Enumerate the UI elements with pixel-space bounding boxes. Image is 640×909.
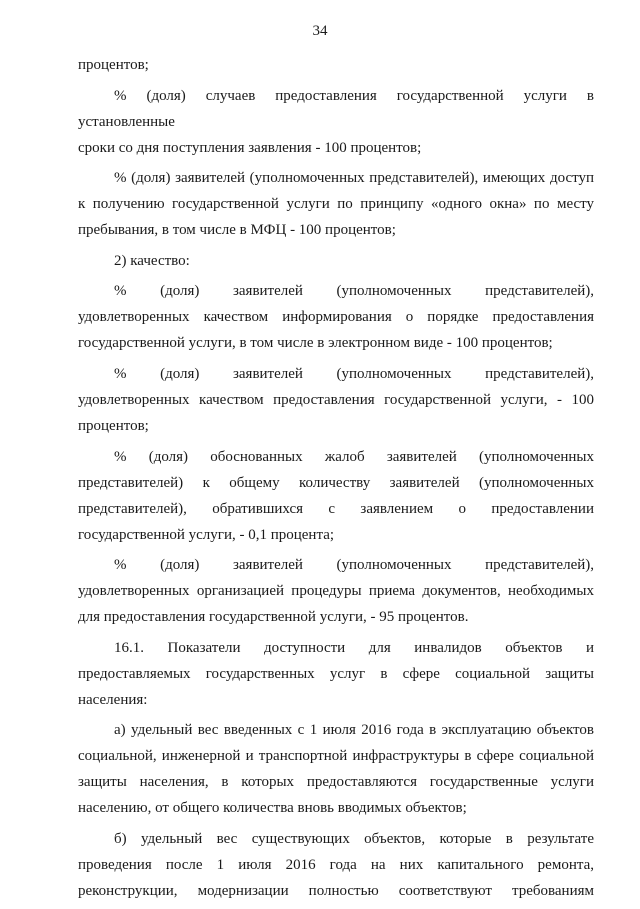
text-line: удовлетворенных качеством предоставления государственной услуги, - 100 [78,391,594,408]
text-line: б) удельный вес существующих объектов, которые в результате [114,830,594,847]
text-line: % (доля) заявителей (уполномоченных представителей), [114,557,594,574]
paragraph [78,83,594,161]
text-line: процентов; [78,57,149,73]
text-line: удовлетворенных качеством информирования о порядке предоставления [78,309,594,326]
text-line: проведения после 1 июля 2016 года на них капитального ремонта, [78,856,594,873]
paragraph [78,361,594,439]
text-line: 2) качество: [114,252,190,269]
paragraph [78,717,594,821]
text-line: % (доля) обоснованных жалоб заявителей (уполномоченных [114,448,594,465]
paragraph [78,278,594,356]
text-line: процентов; [78,417,149,434]
text-line: государственной услуги, - 0,1 процента; [78,526,335,543]
text-line: представителей), обратившихся с заявлением о предоставлении [78,500,594,517]
paragraph [78,52,594,78]
text-line: для предоставления государственной услуги, - 95 процентов. [78,609,469,626]
text-line: % (доля) заявителей (уполномоченных представителей), имеющих доступ [114,170,594,187]
text-line: удовлетворенных организацией процедуры приема документов, необходимых [78,583,594,600]
text-line: пребывания, в том числе в МФЦ - 100 процентов; [78,222,396,239]
paragraph [78,552,594,630]
paragraph [78,165,594,243]
text-line: защиты населения, в которых предоставляются государственные услуги [78,774,594,791]
text-line: населения: [78,691,148,708]
text-line: социальной, инженерной и транспортной инфраструктуры в сфере социальной [78,748,594,765]
text-line: сроки со дня поступления заявления - 100 процентов; [78,139,422,156]
paragraph [78,248,594,274]
document-body [78,52,594,909]
text-line: населению, от общего количества вновь вводимых объектов; [78,800,467,817]
text-line: реконструкции, модернизации полностью соответствуют требованиям [78,882,594,899]
text-line: к получению государственной услуги по принципу «одного окна» по месту [78,196,594,213]
text-line: % (доля) случаев предоставления государственной услуги в установленные [78,87,594,130]
paragraph [78,635,594,713]
page-number: 34 [312,23,328,39]
paragraph [78,444,594,548]
text-line: государственной услуги, в том числе в электронном виде - 100 процентов; [78,335,553,352]
paragraph [78,826,594,904]
text-line: 16.1. Показатели доступности для инвалидов объектов и [114,639,594,656]
text-line: а) удельный вес введенных с 1 июля 2016 года в эксплуатацию объектов [114,722,594,739]
text-line: % (доля) заявителей (уполномоченных представителей), [114,283,594,300]
text-line: предоставляемых государственных услуг в сфере социальной защиты [78,665,594,682]
text-line: представителей) к общему количеству заявителей (уполномоченных [78,474,594,491]
text-line: % (доля) заявителей (уполномоченных представителей), [114,365,594,382]
